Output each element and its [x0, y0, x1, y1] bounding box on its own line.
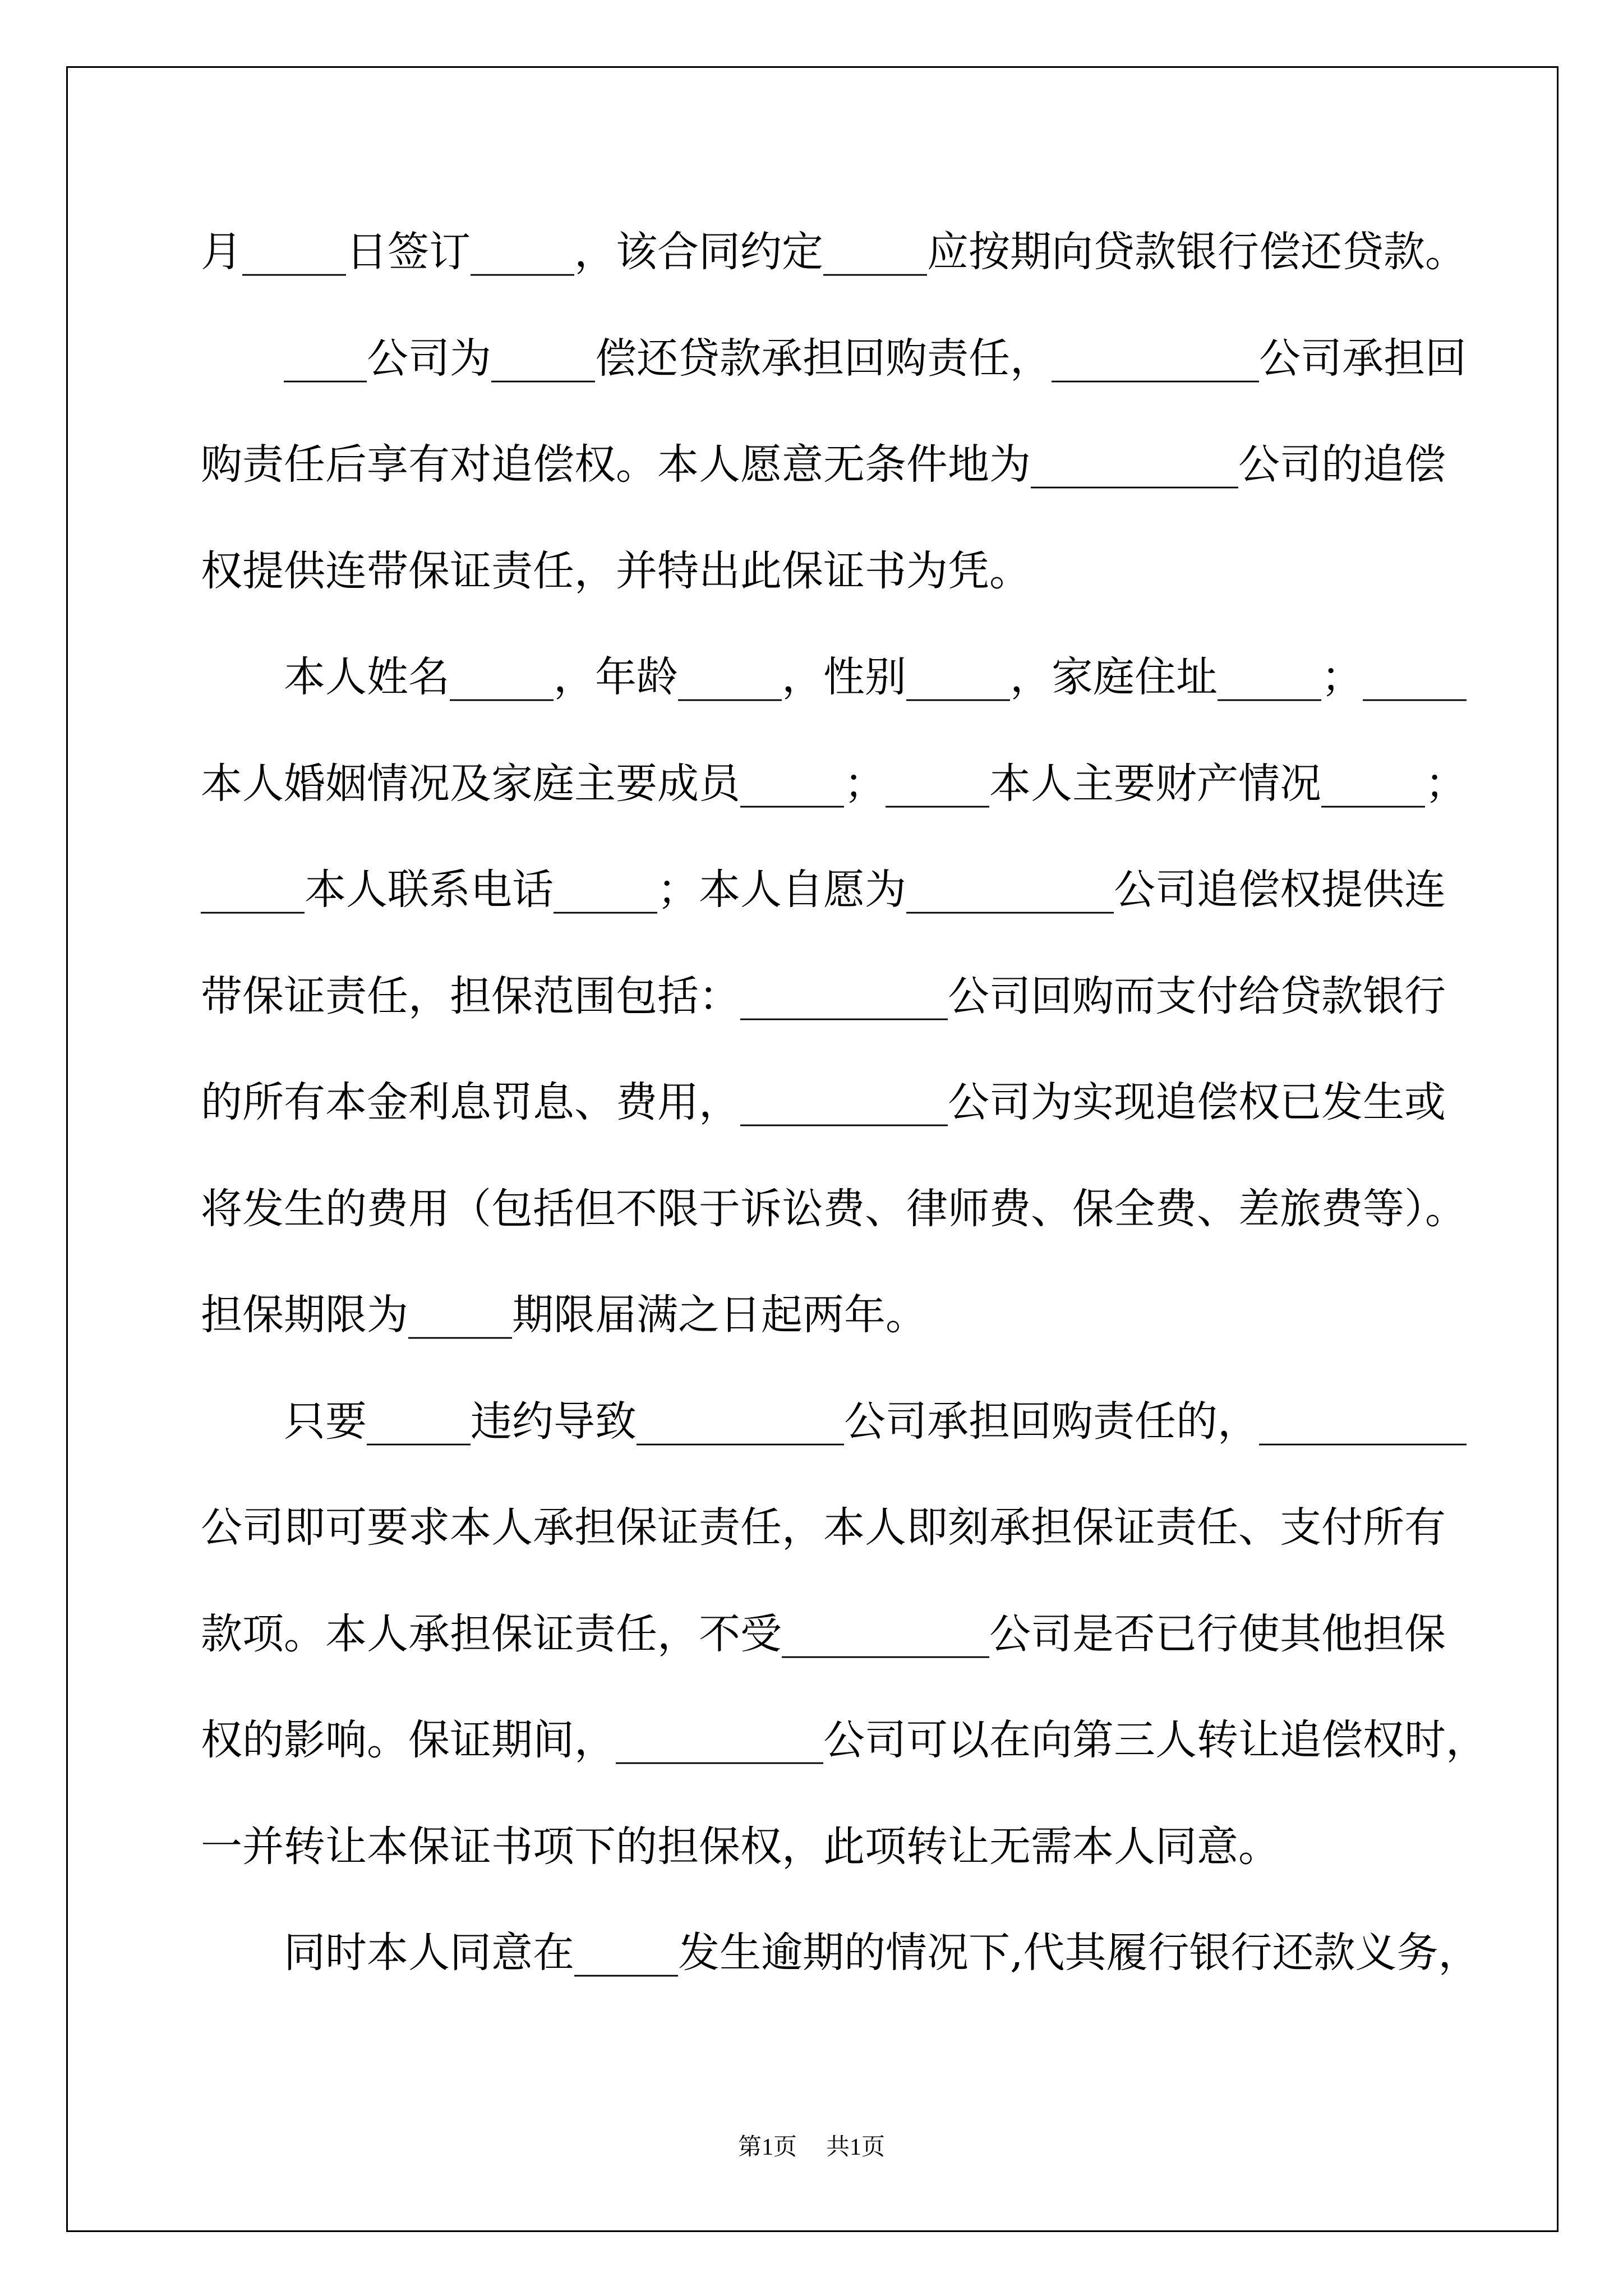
text-line: 一并转让本保证书项下的担保权，此项转让无需本人同意。 [201, 1822, 1280, 1871]
text-line: 带保证责任，担保范围包括：__________公司回购而支付给贷款银行 [201, 972, 1446, 1020]
text-line: 本人婚姻情况及家庭主要成员_____；_____本人主要财产情况_____； [201, 759, 1467, 808]
text-line: 权提供连带保证责任，并特出此保证书为凭。 [201, 546, 1031, 595]
paragraph-repurchase-responsibility [201, 306, 1536, 625]
document-body [201, 199, 1536, 2007]
text-line: 月_____日签订_____，该合同约定_____应按期向贷款银行偿还贷款。 [201, 228, 1467, 276]
text-line: 款项。本人承担保证责任，不受__________公司是否已行使其他担保 [201, 1609, 1446, 1658]
text-line: _____本人联系电话_____；本人自愿为__________公司追偿权提供连 [201, 866, 1446, 914]
paragraph-overdue-consent [201, 1900, 1536, 2007]
text-line: 购责任后享有对追偿权。本人愿意无条件地为__________公司的追偿 [201, 440, 1446, 489]
paragraph-default-liability [201, 1369, 1536, 1901]
page-footer [0, 2132, 1623, 2163]
text-line: 本人姓名_____，年龄_____，性别_____，家庭住址_____；_____ [284, 653, 1467, 701]
text-line: 将发生的费用（包括但不限于诉讼费、律师费、保全费、差旅费等）。 [201, 1184, 1467, 1233]
text-line: 权的影响。保证期间，__________公司可以在向第三人转让追偿权时， [201, 1716, 1487, 1764]
text-line: 担保期限为_____期限届满之日起两年。 [201, 1291, 927, 1339]
text-line: 的所有本金利息罚息、费用，__________公司为实现追偿权已发生或 [201, 1078, 1446, 1126]
page-total: 共1页 [826, 2134, 886, 2160]
text-line: 同时本人同意在_____发生逾期的情况下,代其履行银行还款义务， [284, 1929, 1480, 1977]
paragraph-continuation [201, 199, 1536, 306]
text-line: 只要_____违约导致__________公司承担回购责任的，__________ [284, 1397, 1467, 1446]
page-number: 第1页 [737, 2134, 797, 2160]
text-line: 公司即可要求本人承担保证责任，本人即刻承担保证责任、支付所有 [201, 1503, 1446, 1552]
text-line: ____公司为_____偿还贷款承担回购责任，__________公司承担回 [284, 334, 1467, 383]
paragraph-guarantor-info [201, 624, 1536, 1369]
